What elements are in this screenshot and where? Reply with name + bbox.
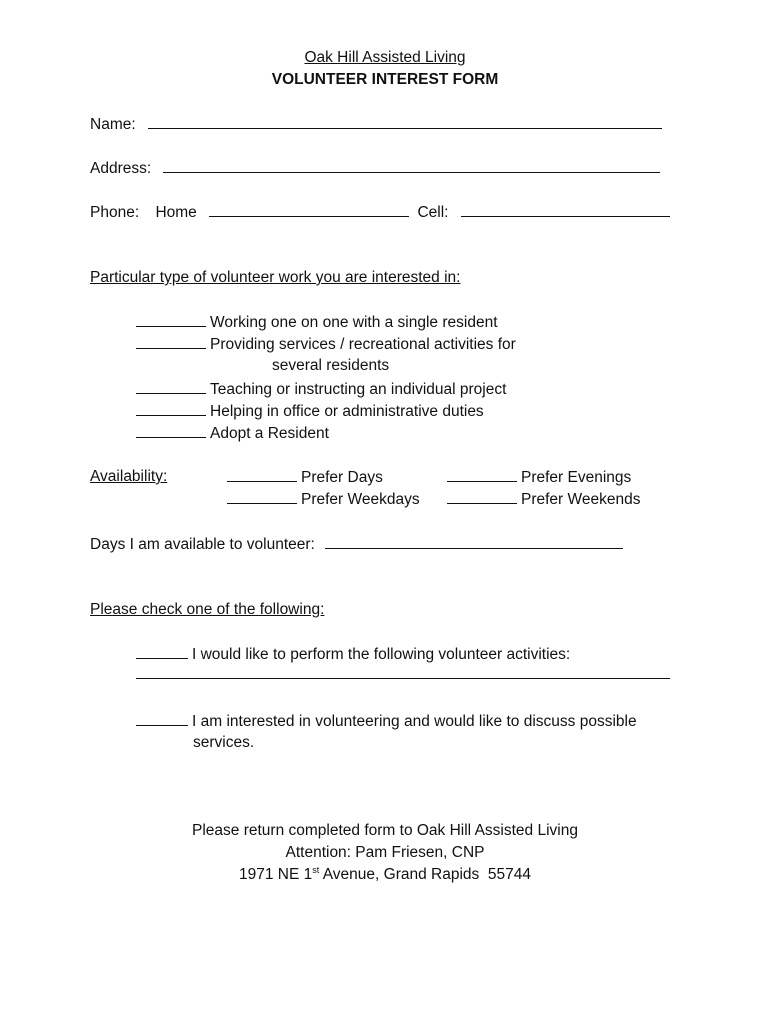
availability-option — [227, 489, 420, 510]
check-option-label-continued: services. — [193, 734, 255, 751]
phone-label: Phone: — [90, 204, 140, 221]
availability-checkbox[interactable] — [447, 467, 517, 482]
return-instructions: Please return completed form to Oak Hill Assisted Living — [192, 822, 578, 839]
interest-label: Teaching or instructing an individual project — [210, 381, 507, 398]
interest-label: Adopt a Resident — [210, 425, 329, 442]
name-field[interactable] — [148, 114, 662, 129]
form-title: VOLUNTEER INTEREST FORM — [271, 71, 499, 88]
name-row — [90, 114, 662, 135]
availability-checkbox[interactable] — [227, 467, 297, 482]
days-available-label: Days I am available to volunteer: — [90, 536, 315, 553]
check-option-checkbox[interactable] — [136, 644, 188, 659]
interest-item — [136, 423, 329, 444]
cell-label: Cell: — [417, 204, 449, 221]
activities-field[interactable] — [136, 664, 670, 679]
phone-row — [90, 202, 670, 223]
address-rest: Avenue, Grand Rapids 55744 — [319, 866, 531, 883]
check-option-checkbox[interactable] — [136, 711, 188, 726]
interest-checkbox[interactable] — [136, 312, 206, 327]
check-option — [136, 644, 570, 665]
interest-item — [136, 312, 498, 333]
interest-checkbox[interactable] — [136, 423, 206, 438]
days-available-field[interactable] — [325, 534, 623, 549]
availability-option — [447, 489, 640, 510]
address-label: Address: — [90, 160, 152, 177]
address-field[interactable] — [163, 158, 660, 173]
interest-checkbox[interactable] — [136, 379, 206, 394]
interests-heading: Particular type of volunteer work you are interested in: — [90, 269, 461, 286]
availability-checkbox[interactable] — [227, 489, 297, 504]
name-label: Name: — [90, 116, 136, 133]
cell-phone-field[interactable] — [461, 202, 670, 217]
check-option-label: I would like to perform the following volunteer activities: — [192, 646, 571, 663]
interest-label: Working one on one with a single resident — [210, 314, 498, 331]
check-heading: Please check one of the following: — [90, 601, 325, 618]
days-available-row — [90, 534, 623, 555]
availability-option-label: Prefer Weekdays — [301, 491, 420, 508]
return-address — [0, 865, 770, 885]
interest-checkbox[interactable] — [136, 334, 206, 349]
interest-label: Providing services / recreational activities for — [210, 336, 516, 353]
attention-line: Attention: Pam Friesen, CNP — [285, 844, 485, 861]
home-phone-field[interactable] — [209, 202, 409, 217]
interest-checkbox[interactable] — [136, 401, 206, 416]
interest-label-continued: several residents — [272, 357, 390, 374]
availability-option — [447, 467, 631, 488]
org-name: Oak Hill Assisted Living — [304, 49, 466, 66]
address-number: 1971 NE 1 — [239, 866, 313, 883]
address-row — [90, 158, 660, 179]
availability-option — [227, 467, 383, 488]
home-label: Home — [155, 204, 197, 221]
check-option-label: I am interested in volunteering and would like to discuss possible — [192, 713, 637, 730]
availability-option-label: Prefer Weekends — [521, 491, 641, 508]
activities-row — [136, 664, 670, 685]
availability-option-label: Prefer Evenings — [521, 469, 632, 486]
check-option — [136, 711, 637, 732]
interest-item — [136, 334, 516, 355]
address-ordinal: st — [312, 864, 320, 875]
availability-label: Availability: — [90, 468, 168, 485]
availability-checkbox[interactable] — [447, 489, 517, 504]
availability-option-label: Prefer Days — [301, 469, 383, 486]
interest-label: Helping in office or administrative duties — [210, 403, 484, 420]
interest-item — [136, 379, 506, 400]
interest-item — [136, 401, 484, 422]
